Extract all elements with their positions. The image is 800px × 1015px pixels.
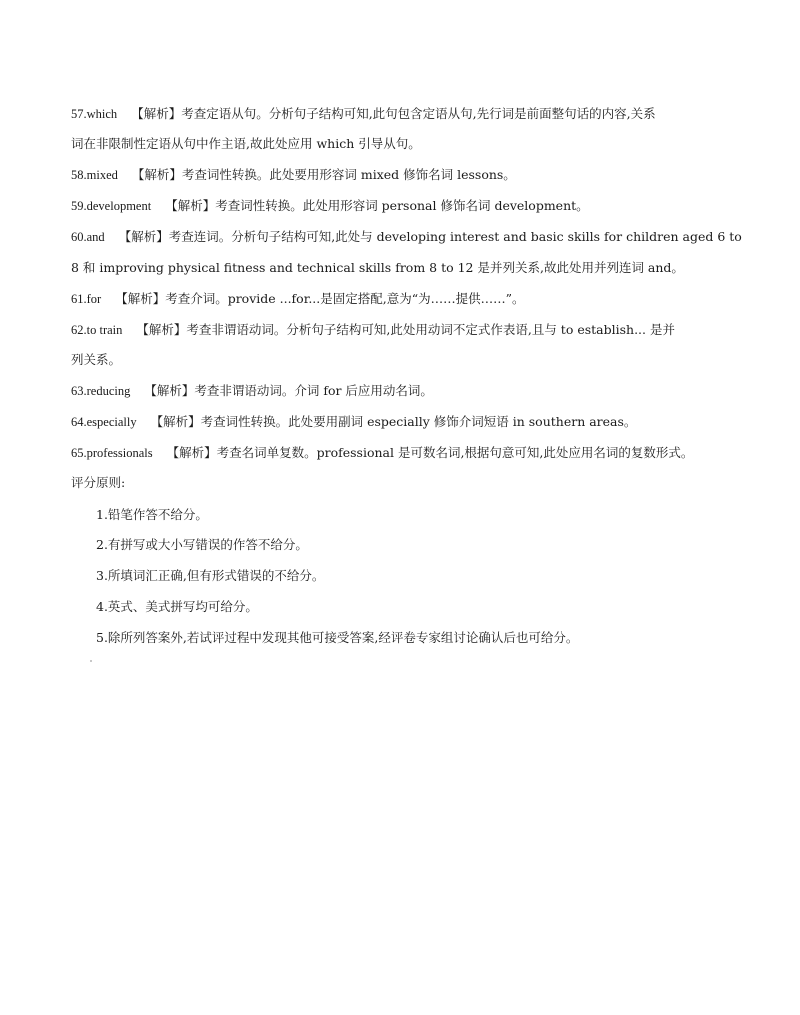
entry-58	[71, 167, 751, 183]
entry-60-continued	[71, 260, 751, 276]
explanation-60-cont: 8 和 improving physical fitness and technical skills from 8 to 12 是并列关系,故此处用并列连词 and。	[71, 260, 684, 275]
entry-63	[71, 383, 751, 399]
entry-60	[71, 229, 751, 245]
explanation-62: 【解析】考查非谓语动词。分析句子结构可知,此处用动词不定式作表语,且与 to establish... 是并	[136, 322, 675, 337]
scoring-rule-2: 2.有拼写或大小写错误的作答不给分。	[96, 537, 308, 552]
explanation-62-cont: 列关系。	[71, 352, 122, 367]
entry-64	[71, 414, 751, 430]
answer-59: 59.development	[71, 199, 152, 213]
explanation-60: 【解析】考查连词。分析句子结构可知,此处与 developing interest and basic skills for children aged 6 to	[118, 229, 742, 244]
answer-57: 57.which	[71, 107, 118, 121]
explanation-57: 【解析】考查定语从句。分析句子结构可知,此句包含定语从句,先行词是前面整句话的内容,关系	[131, 106, 656, 121]
entry-61	[71, 291, 751, 307]
explanation-57-cont: 词在非限制性定语从句中作主语,故此处应用 which 引导从句。	[71, 136, 421, 151]
entry-65	[71, 445, 751, 461]
explanation-65: 【解析】考查名词单复数。professional 是可数名词,根据句意可知,此处应用名词的复数形式。	[166, 445, 694, 460]
scoring-rule-5: 5.除所列答案外,若试评过程中发现其他可接受答案,经评卷专家组讨论确认后也可给分。	[96, 630, 579, 645]
explanation-58: 【解析】考查词性转换。此处要用形容词 mixed 修饰名词 lessons。	[131, 167, 516, 182]
answer-62: 62.to train	[71, 323, 123, 337]
answer-58: 58.mixed	[71, 168, 118, 182]
answer-63: 63.reducing	[71, 384, 131, 398]
entry-57	[71, 106, 751, 122]
explanation-63: 【解析】考查非谓语动词。介词 for 后应用动名词。	[144, 383, 433, 398]
entry-59	[71, 198, 751, 214]
answer-60: 60.and	[71, 230, 105, 244]
stray-mark	[90, 660, 92, 662]
scoring-rule-1: 1.铅笔作答不给分。	[96, 507, 208, 522]
answer-64: 64.especially	[71, 415, 137, 429]
entry-62	[71, 322, 751, 338]
explanation-59: 【解析】考查词性转换。此处用形容词 personal 修饰名词 development。	[165, 198, 589, 213]
entry-62-continued	[71, 352, 751, 368]
explanation-61: 【解析】考查介词。provide ...for...是固定搭配,意为“为……提供……”。	[115, 291, 525, 306]
explanation-64: 【解析】考查词性转换。此处要用副词 especially 修饰介词短语 in southern areas。	[150, 414, 637, 429]
answer-61: 61.for	[71, 292, 102, 306]
scoring-heading: 评分原则:	[71, 475, 126, 490]
scoring-rule-3: 3.所填词汇正确,但有形式错误的不给分。	[96, 568, 325, 583]
entry-57-continued	[71, 136, 751, 152]
answer-65: 65.professionals	[71, 446, 153, 460]
scoring-rule-4: 4.英式、美式拼写均可给分。	[96, 599, 258, 614]
